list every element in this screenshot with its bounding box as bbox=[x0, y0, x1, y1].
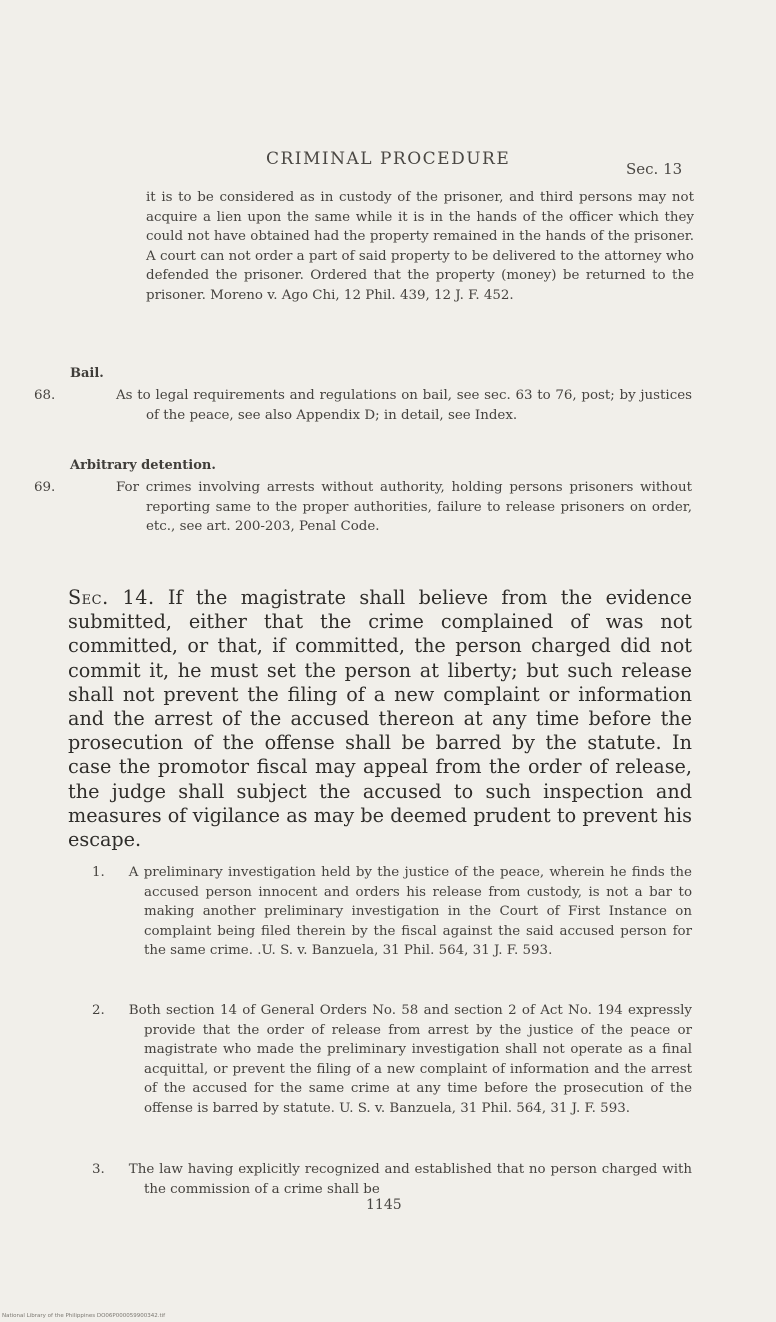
section-label: Sec. 14. bbox=[68, 586, 155, 609]
annotation-1 bbox=[92, 863, 692, 961]
annotation-2 bbox=[92, 1001, 692, 1118]
note-text: As to legal requirements and regulations on bail, see sec. 63 to 76, post; by justices of the peace, see also Appendix D; in detail, see Index. bbox=[116, 388, 692, 423]
note-text: For crimes involving arrests without authority, holding persons prisoners without reporting same to the proper authorities, failure to release prisoners on order, etc., see art. 200-203, Penal Code. bbox=[116, 480, 692, 534]
annotation-text: A preliminary investigation held by the justice of the peace, wherein he finds the accused person innocent and orders his release from custody, is not a bar to making another preliminary investigation in the Court of First Instance on complaint being filed therein by the fiscal against the said accused person for the same crime. .U. S. v. Banzuela, 31 Phil. 564, 31 J. F. 593. bbox=[128, 865, 692, 958]
arbitrary-detention-heading: Arbitrary detention. bbox=[70, 458, 216, 473]
bail-heading: Bail. bbox=[70, 366, 104, 381]
annotation-number: 1. bbox=[92, 865, 105, 880]
page-number: 1145 bbox=[366, 1197, 402, 1213]
annotation-3 bbox=[92, 1160, 692, 1199]
annotation-text: The law having explicitly recognized and established that no person charged with the commission of a crime shall be bbox=[128, 1162, 692, 1197]
note-69: 69. For crimes involving arrests without authority, holding persons prisoners without reporting same to the proper authorities, failure to release prisoners on order, etc., see art. 200-203, Penal Code. bbox=[34, 480, 692, 534]
section-14-paragraph bbox=[68, 586, 692, 852]
running-header-title: CRIMINAL PROCEDURE bbox=[266, 149, 511, 169]
carryover-paragraph: it is to be considered as in custody of the prisoner, and third persons may not acquire a lien upon the same while it is in the hands of the officer which they could not have obtained had the property remained in the hands of the prisoner. A court can not order a part of said property to be delivered to the attorney who defended the prisoner. Ordered that the property (money) be returned to the prisoner. Moreno v. Ago Chi, 12 Phil. 439, 12 J. F. 452. bbox=[146, 190, 694, 303]
annotation-number: 3. bbox=[92, 1162, 105, 1177]
running-header-section: Sec. 13 bbox=[626, 160, 683, 178]
annotation-text: Both section 14 of General Orders No. 58 and section 2 of Act No. 194 expressly provide that the order of release from arrest by the justice of the peace or magistrate who made the preliminary investigation shall not operate as a final acquittal, or prevent the filing of a new complaint of information and the arrest of the accused for the same crime at any time before the prosecution of the offense is barred by statute. U. S. v. Banzuela, 31 Phil. 564, 31 J. F. 593. bbox=[128, 1003, 692, 1116]
note-68: 68. As to legal requirements and regulations on bail, see sec. 63 to 76, post; by justices of the peace, see also Appendix D; in detail, see Index. bbox=[34, 388, 692, 423]
section-text: If the magistrate shall believe from the evidence submitted, either that the crime complained of was not committed, or that, if committed, the person charged did not commit it, he must set the person at liberty; but such release shall not prevent the filing of a new complaint or information and the arrest of the accused thereon at any time before the prosecution of the offense shall be barred by the statute. In case the promotor fiscal may appeal from the order of release, the judge shall subject the accused to such inspection and measures of vigilance as may be deemed prudent to prevent his escape. bbox=[68, 586, 692, 852]
scan-credit: National Library of the Philippines DO06P000059900342.tif bbox=[2, 1313, 166, 1319]
annotation-number: 2. bbox=[92, 1003, 105, 1018]
